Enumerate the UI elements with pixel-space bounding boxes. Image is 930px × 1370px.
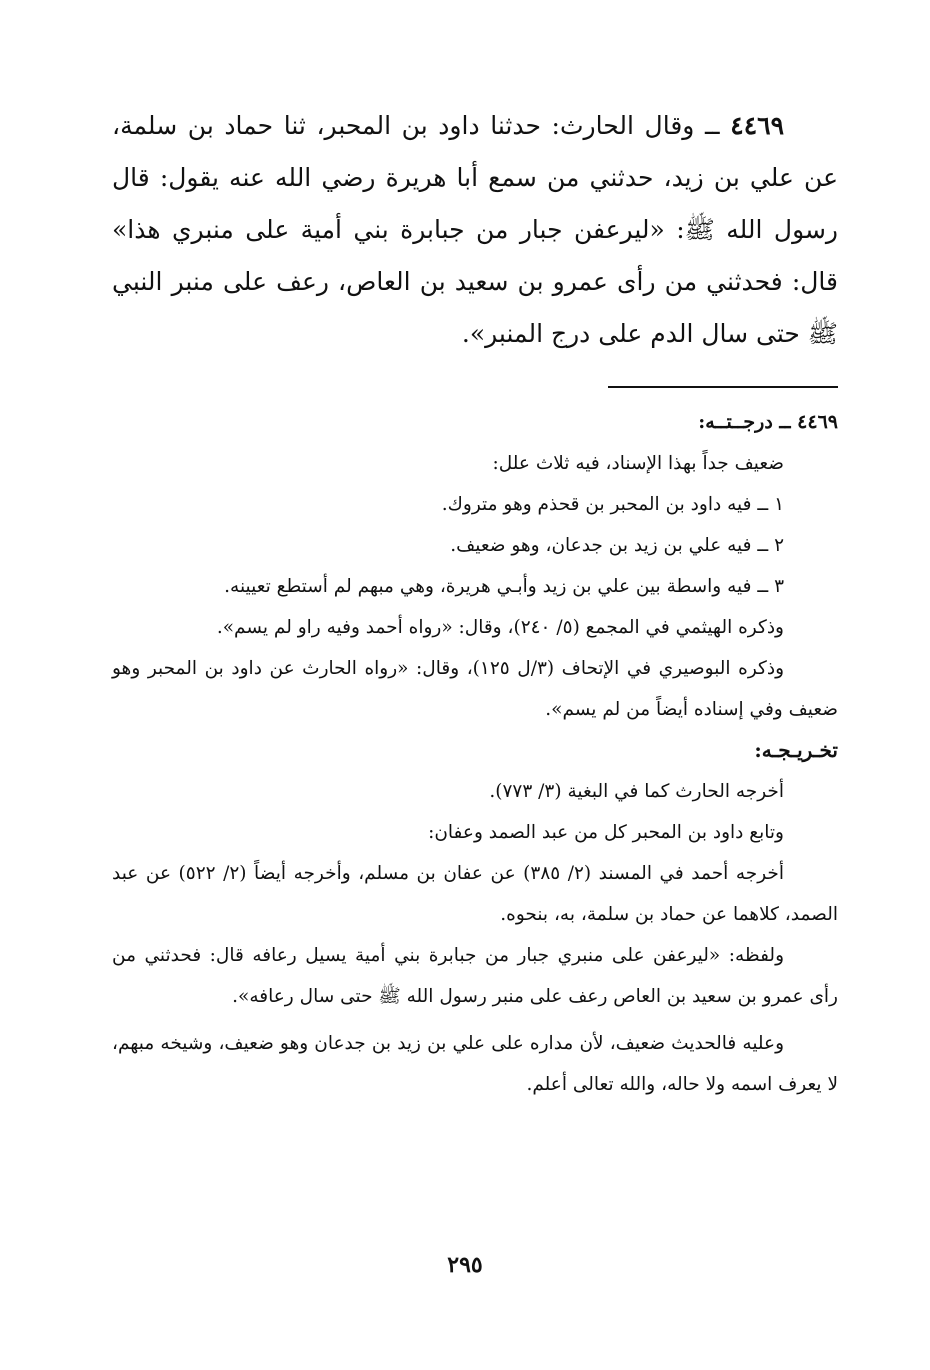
takhrij-line-1: أخرجه الحارث كما في البغية (٣/ ٧٧٣). (489, 781, 784, 802)
busiri-note: وذكره البوصيري في الإتحاف (٣/ل ١٢٥)، وقال: «رواه الحارث عن داود بن المحبر وهو ضعيف وفي إسناده أيضاً من لم يسم». (112, 658, 838, 720)
takhrij-line-3: أخرجه أحمد في المسند (٢/ ٣٨٥) عن عفان بن مسلم، وأخرجه أيضاً (٢/ ٥٢٢) عن عبد الصمد، كلاهما عن حماد بن سلمة، به، بنحوه. (112, 863, 838, 925)
page-number: ٢٩٥ (447, 1252, 483, 1278)
hadith-number: ٤٤٦٩ (730, 111, 784, 140)
reason-1: ١ ــ فيه داود بن المحبر بن قحذم وهو متروك. (441, 494, 784, 515)
reason-3: ٣ ــ فيه واسطة بين علي بن زيد وأبـي هريرة، وهي مبهم لم أستطع تعيينه. (224, 576, 784, 597)
reason-2: ٢ ــ فيه علي بن زيد بن جدعان، وهو ضعيف. (450, 535, 784, 556)
footnotes (112, 402, 838, 1105)
hadith-paragraph (112, 100, 838, 360)
conclusion-note: وعليه فالحديث ضعيف، لأن مداره على علي بن زيد بن جدعان وهو ضعيف، وشيخه مبهم، لا يعرف اسمه ولا حاله، والله تعالى أعلم. (112, 1033, 838, 1095)
grade-intro: ضعيف جداً بهذا الإسناد، فيه ثلاث علل: (492, 453, 784, 474)
takhrij-heading: تخـريـجـه: (754, 738, 838, 762)
hadith-text: ــ وقال الحارث: حدثنا داود بن المحبر، ثنا حماد بن سلمة، عن علي بن زيد، حدثني من سمع أبا هريرة رضي الله عنه يقول: قال رسول الله ﷺ: «ليرعفن جبار من جبابرة بني أمية على منبري هذا» قال: فحدثني من رأى عمرو بن سعيد بن العاص، رعف على منبر النبي ﷺ حتى سال الدم على درج المنبر». (112, 111, 838, 348)
haythami-note: وذكره الهيثمي في المجمع (٥/ ٢٤٠)، وقال: «رواه أحمد وفيه راو لم يسم». (216, 617, 784, 638)
takhrij-line-2: وتابع داود بن المحبر كل من عبد الصمد وعفان: (428, 822, 784, 843)
wording-note: ولفظه: «ليرعفن على منبري جبار من جبابرة بني أمية يسيل رعافه قال: فحدثني من رأى عمرو بن سعيد بن العاص رعف على منبر رسول الله ﷺ حتى سال رعافه». (112, 945, 838, 1007)
page-body (112, 100, 838, 1105)
grade-heading: ٤٤٦٩ ــ درجــتــه: (698, 411, 838, 433)
footnote-divider (608, 386, 838, 388)
